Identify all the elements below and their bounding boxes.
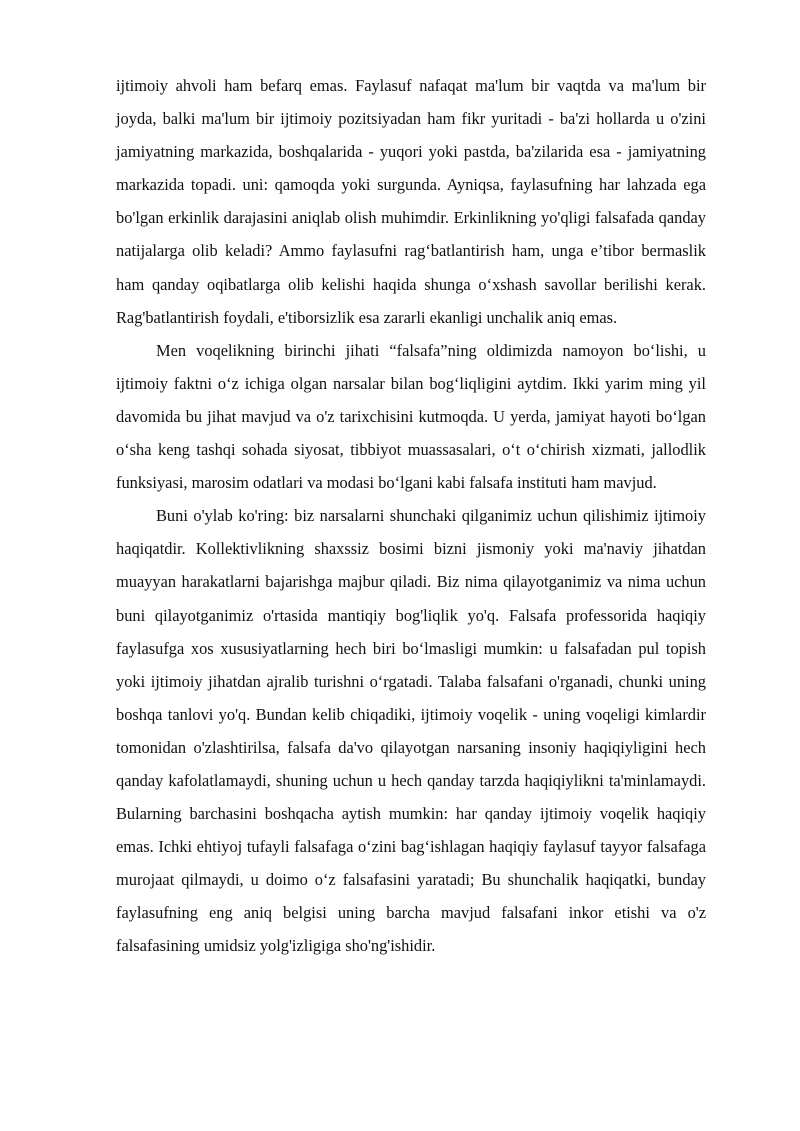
document-page: [116, 69, 706, 963]
paragraph-2: Men voqelikning birinchi jihati “falsafa”ning oldimizda namoyon bo‘lishi, u ijtimoiy faktni o‘z ichiga olgan narsalar bilan bog‘liqligini aytdim. Ikki yarim ming yil davomida bu jihat mavjud va o'z tarixchisini kutmoqda. U yerda, jamiyat hayoti bo‘lgan o‘sha keng tashqi sohada siyosat, tibbiyot muassasalari, o‘t o‘chirish xizmati, jallodlik funksiyasi, marosim odatlari va modasi bo‘lgani kabi falsafa instituti ham mavjud.: [116, 340, 706, 493]
paragraph-1: ijtimoiy ahvoli ham befarq emas. Faylasuf nafaqat ma'lum bir vaqtda va ma'lum bir joyda, balki ma'lum bir ijtimoiy pozitsiyadan ham fikr yuritadi - ba'zi hollarda u o'zini jamiyatning markazida, boshqalarida - yuqori yoki pastda, ba'zilarida esa - jamiyatning markazida topadi. uni: qamoqda yoki surgunda. Ayniqsa, faylasufning har lahzada ega bo'lgan erkinlik darajasini aniqlab olish muhimdir. Erkinlikning yo'qligi falsafada qanday natijalarga olib keladi? Ammo faylasufni rag‘batlantirish ham, unga e’tibor bermaslik ham qanday oqibatlarga olib kelishi haqida shunga o‘xshash savollar berilishi kerak. Rag'batlantirish foydali, e'tiborsizlik esa zararli ekanligi unchalik aniq emas.: [116, 76, 706, 327]
paragraph-3: Buni o'ylab ko'ring: biz narsalarni shunchaki qilganimiz uchun qilishimiz ijtimoiy haqiqatdir. Kollektivlikning shaxssiz bosimi bizni jismoniy yoki ma'naviy jihatdan muayyan harakatlarni bajarishga majbur qiladi. Biz nima qilayotganimiz va nima uchun buni qilayotganimiz o'rtasida mantiqiy bog'liqlik yo'q. Falsafa professorida haqiqiy faylasufga xos xususiyatlarning hech biri bo‘lmasligi mumkin: u falsafadan pul topish yoki ijtimoiy jihatdan ajralib turishni o‘rgatadi. Talaba falsafani o'rganadi, chunki uning boshqa tanlovi yo'q. Bundan kelib chiqadiki, ijtimoiy voqelik - uning voqeligi kimlardir tomonidan o'zlashtirilsa, falsafa da'vo qilayotgan narsaning insoniy haqiqiyligini hech qanday kafolatlamaydi, shuning uchun u hech qanday tarzda haqiqiylikni ta'minlamaydi. Bularning barchasini boshqacha aytish mumkin: har qanday ijtimoiy voqelik haqiqiy emas. Ichki ehtiyoj tufayli falsafaga o‘zini bag‘ishlagan haqiqiy faylasuf tayyor falsafaga murojaat qilmaydi, u doimo o‘z falsafasini yaratadi; Bu shunchalik haqiqatki, bunday faylasufning eng aniq belgisi uning barcha mavjud falsafani inkor etishi va o'z falsafasining umidsiz yolg'izligiga sho'ng'ishidir.: [116, 506, 706, 956]
